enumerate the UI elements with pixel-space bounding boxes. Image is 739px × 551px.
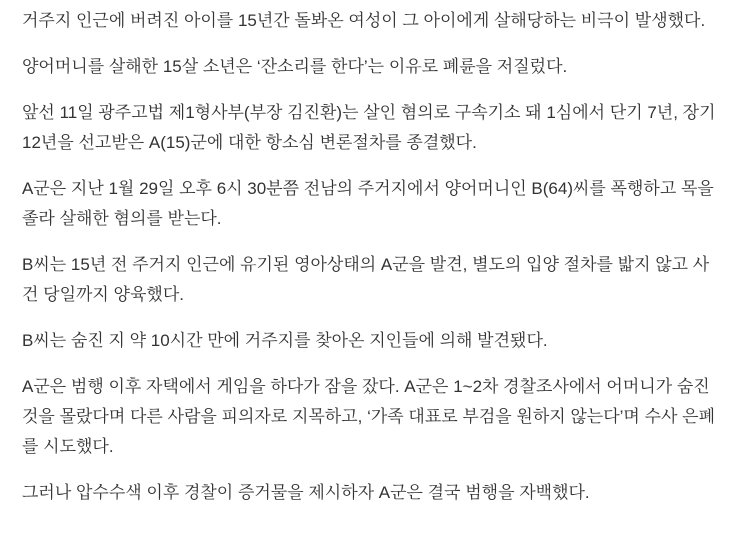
article-paragraph-3: 앞선 11일 광주고법 제1형사부(부장 김진환)는 살인 혐의로 구속기소 돼 1심에서 단기 7년, 장기 12년을 선고받은 A(15)군에 대한 항소심 변론절차를 종결했다.: [22, 103, 716, 152]
article-paragraph-5: B씨는 15년 전 주거지 인근에 유기된 영아상태의 A군을 발견, 별도의 입양 절차를 밟지 않고 사건 당일까지 양육했다.: [22, 255, 710, 304]
article-paragraph-8: 그러나 압수수색 이후 경찰이 증거물을 제시하자 A군은 결국 범행을 자백했다.: [22, 483, 590, 502]
article-paragraph-4: A군은 지난 1월 29일 오후 6시 30분쯤 전남의 주거지에서 양어머니인 B(64)씨를 폭행하고 목을 졸라 살해한 혐의를 받는다.: [22, 179, 714, 228]
article-paragraph-2: 양어머니를 살해한 15살 소년은 ‘잔소리를 한다’는 이유로 폐륜을 저질렀다.: [22, 57, 568, 76]
article-paragraph-1: 거주지 인근에 버려진 아이를 15년간 돌봐온 여성이 그 아이에게 살해당하는 비극이 발생했다.: [22, 11, 706, 30]
article-paragraph-7: A군은 범행 이후 자택에서 게임을 하다가 잠을 잤다. A군은 1~2차 경찰조사에서 어머니가 숨진 것을 몰랐다며 다른 사람을 피의자로 지목하고, ‘가족 대표로 부검을 원하지 않는다’며 수사 은폐를 시도했다.: [22, 377, 715, 456]
article-paragraph-6: B씨는 숨진 지 약 10시간 만에 거주지를 찾아온 지인들에 의해 발견됐다.: [22, 331, 548, 350]
